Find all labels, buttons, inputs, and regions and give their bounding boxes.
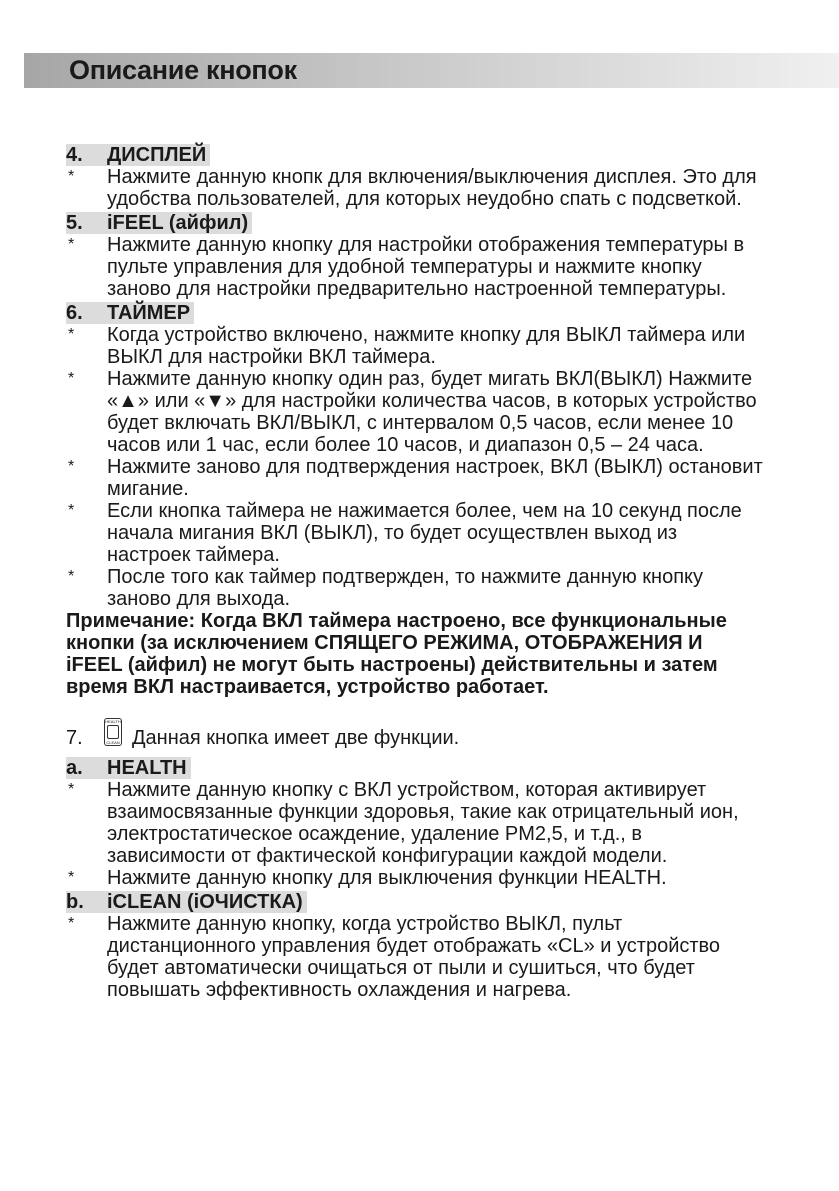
text-line: Нажмите заново для подтверждения настроек, ВКЛ (ВЫКЛ) остановит (107, 456, 763, 478)
text-line: удобства пользователей, для которых неудобно спать с подсветкой. (107, 188, 742, 210)
icon-label-top: HEALTH (105, 719, 121, 724)
section-heading (66, 891, 307, 913)
item-7 (66, 718, 836, 749)
bullet-marker: * (68, 915, 75, 932)
bullet-marker: * (68, 869, 75, 886)
bullet-item (66, 779, 836, 867)
item-text: Данная кнопка имеет две функции. (132, 727, 460, 749)
icon-button-face (107, 725, 119, 739)
section (66, 755, 836, 889)
item-number: 7. (66, 727, 83, 749)
bullet-item (66, 456, 836, 500)
text-line: мигание. (107, 478, 189, 500)
bullet-marker: * (68, 168, 75, 185)
note-line: Примечание: Когда ВКЛ таймера настроено, все функциональные (66, 610, 727, 632)
section-heading (66, 144, 210, 166)
bullet-item (66, 324, 836, 368)
text-line: заново для настройки предварительно настроенной температуры. (107, 278, 727, 300)
page-title: Описание кнопок (69, 55, 297, 85)
bullet-item (66, 368, 836, 456)
section-number: b. (66, 891, 84, 913)
text-line: будет автоматически очищаться от пыли и сушиться, что будет (107, 957, 695, 979)
text-line: пульте управления для удобной температуры и нажмите кнопку (107, 256, 702, 278)
note-line: iFEEL (айфил) не могут быть настроены) действительны и затем (66, 654, 718, 676)
section-heading-text: iFEEL (айфил) (107, 212, 249, 234)
icon-label-bottom: CLEAN (106, 740, 120, 745)
text-line: Если кнопка таймера не нажимается более, чем на 10 секунд после (107, 500, 742, 522)
bullet-item (66, 913, 836, 1001)
bullet-item (66, 867, 836, 889)
bullet-marker: * (68, 326, 75, 343)
section-number: 6. (66, 302, 83, 324)
text-line: взаимосвязанные функции здоровья, такие как отрицательный ион, (107, 801, 739, 823)
section-heading (66, 212, 252, 234)
text-line: Нажмите данную кнопку для выключения функции HEALTH. (107, 867, 667, 889)
section-number: 4. (66, 144, 83, 166)
section-heading (66, 757, 191, 779)
text-line: заново для выхода. (107, 588, 291, 610)
text-line: часов или 1 час, если более 10 часов, и диапазон 0,5 – 24 часа. (107, 434, 704, 456)
section-heading (66, 302, 194, 324)
bullet-marker: * (68, 370, 75, 387)
text-line: начала мигания ВКЛ (ВЫКЛ), то будет осуществлен выход из (107, 522, 678, 544)
bullet-marker: * (68, 502, 75, 519)
text-line: После того как таймер подтвержден, то нажмите данную кнопку (107, 566, 704, 588)
text-line: дистанционного управления будет отображать «CL» и устройство (107, 935, 721, 957)
section (66, 300, 836, 610)
text-line: Когда устройство включено, нажмите кнопку для ВЫКЛ таймера или (107, 324, 746, 346)
bullet-marker: * (68, 781, 75, 798)
section (66, 142, 836, 210)
section-heading-text: ДИСПЛЕЙ (107, 144, 207, 166)
text-line: ВЫКЛ для настройки ВКЛ таймера. (107, 346, 436, 368)
text-line: Нажмите данную кнопку, когда устройство ВЫКЛ, пульт (107, 913, 623, 935)
bullet-item (66, 566, 836, 610)
section (66, 889, 836, 1001)
document-body (66, 142, 836, 1001)
section (66, 210, 836, 300)
text-line: Нажмите данную кнопку для настройки отображения температуры в (107, 234, 745, 256)
text-line: Нажмите данную кнопк для включения/выключения дисплея. Это для (107, 166, 757, 188)
note-line: время ВКЛ настраивается, устройство работает. (66, 676, 549, 698)
bullet-item (66, 166, 836, 210)
section-heading-text: HEALTH (107, 757, 187, 779)
text-line: повышать эффективность охлаждения и нагрева. (107, 979, 572, 1001)
note-paragraph (66, 610, 836, 698)
text-line: Нажмите данную кнопку с ВКЛ устройством, которая активирует (107, 779, 707, 801)
section-number: 5. (66, 212, 83, 234)
health-clean-button-icon (104, 718, 122, 746)
text-line: зависимости от фактической конфигурации каждой модели. (107, 845, 668, 867)
text-line: электростатическое осаждение, удаление PM2,5, и т.д., в (107, 823, 643, 845)
bullet-marker: * (68, 458, 75, 475)
text-line: настроек таймера. (107, 544, 280, 566)
text-line: будет включать ВКЛ/ВЫКЛ, с интервалом 0,5 часов, если менее 10 (107, 412, 734, 434)
page-title-banner (24, 53, 839, 88)
section-heading-text: ТАЙМЕР (107, 302, 191, 324)
section-heading-text: iCLEAN (iОЧИСТКА) (107, 891, 303, 913)
text-line: Нажмите данную кнопку один раз, будет мигать ВКЛ(ВЫКЛ) Нажмите (107, 368, 753, 390)
bullet-item (66, 500, 836, 566)
bullet-marker: * (68, 568, 75, 585)
section-number: a. (66, 757, 83, 779)
note-line: кнопки (за исключением СПЯЩЕГО РЕЖИМА, ОТОБРАЖЕНИЯ И (66, 632, 703, 654)
text-line: «▲» или «▼» для настройки количества часов, в которых устройство (107, 390, 757, 412)
bullet-item (66, 234, 836, 300)
bullet-marker: * (68, 236, 75, 253)
